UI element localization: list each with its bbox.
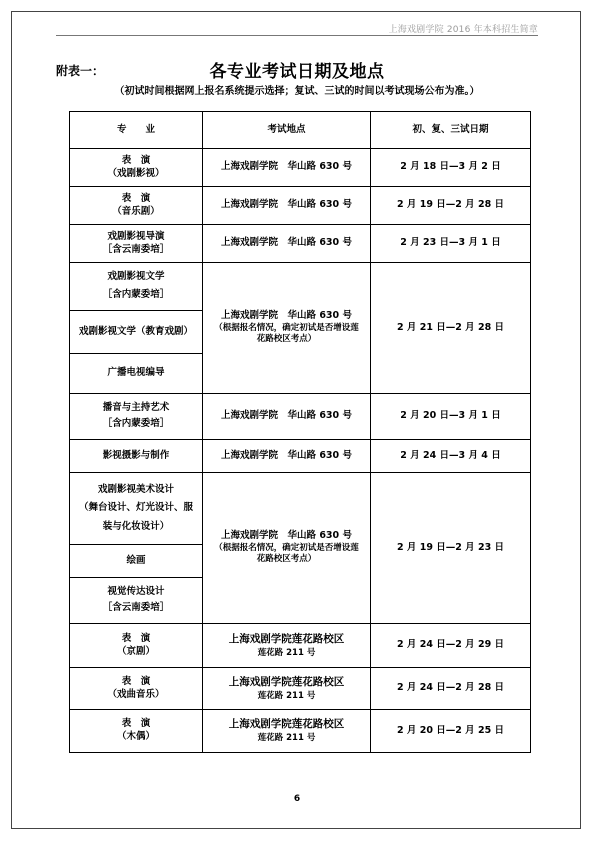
major-line: （戏曲音乐） (107, 688, 165, 700)
major-cell (70, 545, 203, 578)
table-row (70, 394, 531, 440)
location-cell (203, 473, 371, 624)
date-cell: 2 月 24 日—2 月 28 日 (371, 668, 531, 710)
date-cell: 2 月 24 日—2 月 29 日 (371, 624, 531, 668)
major-cell (70, 311, 203, 354)
location-line: 莲花路 211 号 (257, 690, 316, 701)
table-row (70, 440, 531, 473)
location-cell (203, 624, 371, 668)
table-row (70, 225, 531, 263)
major-line: 表 演 (121, 718, 151, 730)
major-cell (70, 187, 203, 225)
major-cell (70, 440, 203, 473)
date-cell: 2 月 18 日—3 月 2 日 (371, 149, 531, 187)
major-line: 表 演 (121, 675, 151, 687)
location-cell (203, 710, 371, 753)
table-row (70, 149, 531, 187)
location-line: 上海戏剧学院莲花路校区 (228, 675, 345, 688)
major-cell (70, 225, 203, 263)
page-number: 6 (293, 794, 301, 804)
page-title: 各专业考试日期及地点 (209, 62, 385, 82)
date-cell: 2 月 19 日—2 月 28 日 (371, 187, 531, 225)
major-line: 戏剧影视文学 (107, 271, 165, 283)
location-line: 上海戏剧学院 华山路 630 号 (221, 199, 352, 211)
major-cell (70, 668, 203, 710)
major-line: 表 演 (121, 632, 151, 644)
date-cell: 2 月 23 日—3 月 1 日 (371, 225, 531, 263)
major-line: 视觉传达设计 (107, 586, 165, 598)
header-location: 考试地点 (203, 112, 371, 149)
location-line: 上海戏剧学院莲花路校区 (228, 632, 345, 645)
location-line: 上海戏剧学院 华山路 630 号 (221, 310, 352, 322)
table-header-row (70, 112, 531, 149)
major-cell (70, 578, 203, 624)
title-note: （初试时间根据网上报名系统提示选择；复试、三试的时间以考试现场公布为准。） (114, 86, 480, 97)
location-line: 上海戏剧学院 华山路 630 号 (221, 410, 352, 422)
major-line: 绘画 (126, 554, 146, 566)
major-line: 戏剧影视文学（教育戏剧） (78, 325, 193, 337)
table-row (70, 624, 531, 668)
major-line: 表 演 (121, 154, 151, 166)
header-date: 初、复、三试日期 (371, 112, 531, 149)
table-row (70, 473, 531, 545)
location-cell (203, 187, 371, 225)
major-line: ［含内蒙委培］ (102, 418, 170, 429)
location-line: 上海戏剧学院 华山路 630 号 (221, 449, 352, 461)
major-cell (70, 354, 203, 394)
location-cell (203, 668, 371, 710)
location-line: 上海戏剧学院 华山路 630 号 (221, 237, 352, 249)
major-line: ［含内蒙委培］ (102, 289, 170, 300)
location-line: 莲花路 211 号 (257, 733, 316, 744)
location-note: （根据报名情况，确定初试是否增设莲花路校区考点） (214, 542, 359, 565)
major-line: 装与化妆设计） (102, 520, 170, 532)
major-line: （戏剧影视） (107, 167, 165, 179)
location-line: 上海戏剧学院 华山路 630 号 (221, 530, 352, 542)
major-line: 表 演 (121, 192, 151, 204)
major-line: 戏剧影视导演 (107, 230, 165, 242)
table-row (70, 668, 531, 710)
header-divider (56, 35, 538, 36)
major-cell (70, 263, 203, 311)
location-cell (203, 440, 371, 473)
date-cell: 2 月 20 日—3 月 1 日 (371, 394, 531, 440)
running-header: 上海戏剧学院 2016 年本科招生简章 (388, 25, 538, 35)
table-row (70, 187, 531, 225)
location-line: 莲花路 211 号 (257, 647, 316, 658)
major-cell (70, 710, 203, 753)
major-cell (70, 394, 203, 440)
major-line: ［含云南委培］ (102, 243, 170, 255)
location-cell (203, 263, 371, 394)
exam-schedule-table (69, 111, 531, 753)
major-line: 影视摄影与制作 (102, 449, 170, 461)
location-cell (203, 149, 371, 187)
header-major: 专 业 (70, 112, 203, 149)
major-line: 戏剧影视美术设计 (97, 484, 174, 496)
major-line: ［含云南委培］ (102, 602, 170, 613)
date-cell: 2 月 24 日—3 月 4 日 (371, 440, 531, 473)
date-cell: 2 月 21 日—2 月 28 日 (371, 263, 531, 394)
major-line: 播音与主持艺术 (102, 402, 170, 414)
major-line: （木偶） (116, 731, 155, 742)
major-line: （京剧） (116, 645, 155, 657)
major-line: （舞台设计、灯光设计、服 (78, 502, 193, 514)
date-cell: 2 月 19 日—2 月 23 日 (371, 473, 531, 624)
location-line: 上海戏剧学院莲花路校区 (228, 718, 345, 731)
major-cell (70, 473, 203, 545)
major-cell (70, 149, 203, 187)
major-line: 广播电视编导 (107, 367, 165, 379)
table-row (70, 263, 531, 311)
table-row (70, 710, 531, 753)
location-cell (203, 225, 371, 263)
location-cell (203, 394, 371, 440)
location-note: （根据报名情况，确定初试是否增设莲花路校区考点） (214, 322, 359, 345)
location-line: 上海戏剧学院 华山路 630 号 (221, 161, 352, 173)
appendix-label: 附表一： (56, 64, 105, 78)
date-cell: 2 月 20 日—2 月 25 日 (371, 710, 531, 753)
major-cell (70, 624, 203, 668)
major-line: （音乐剧） (112, 205, 160, 217)
